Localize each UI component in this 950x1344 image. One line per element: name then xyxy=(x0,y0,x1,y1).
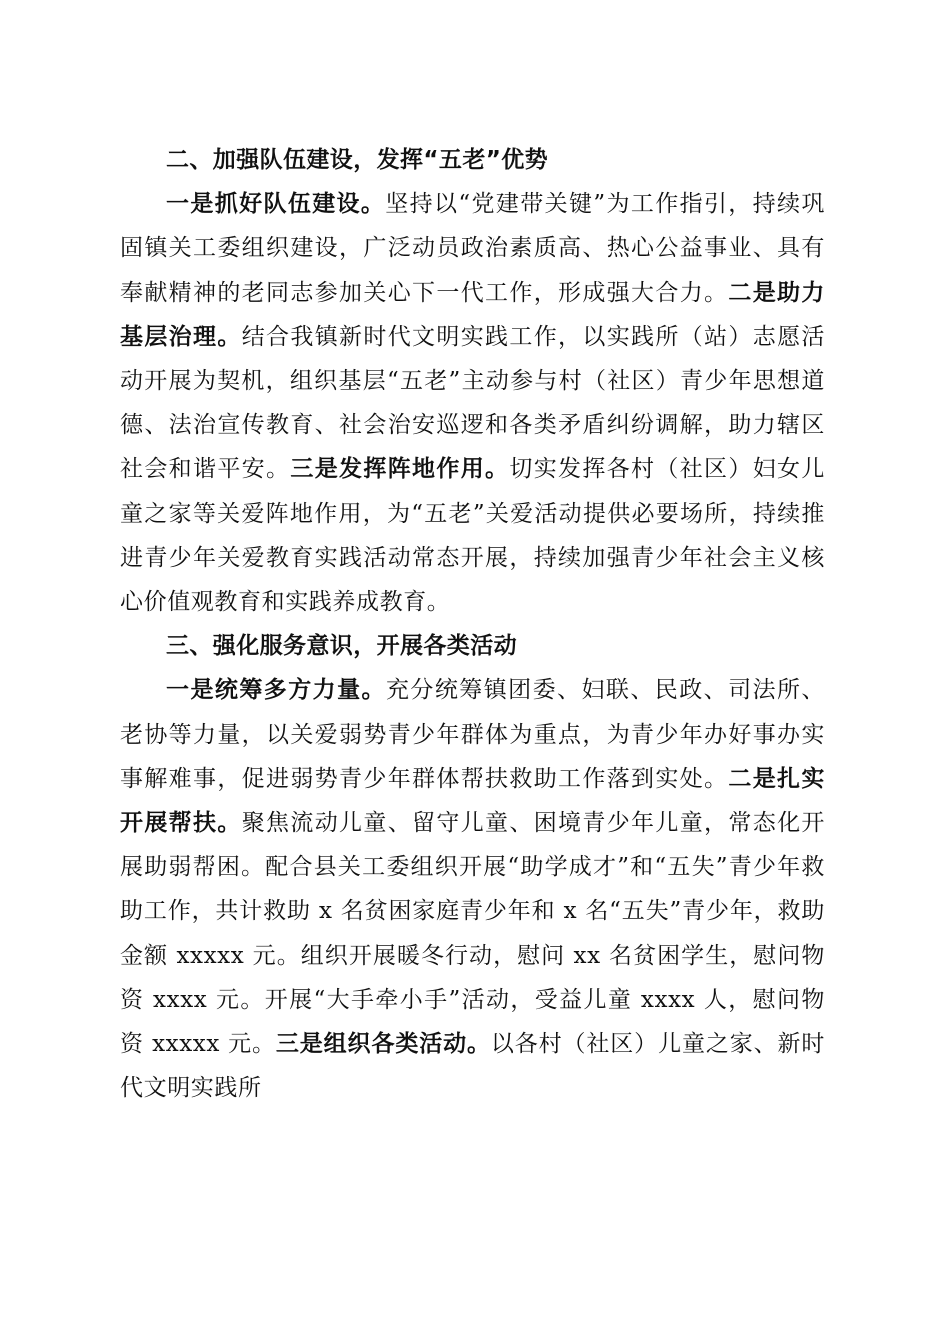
section-3-lead-2: 二是扎实开展帮扶。 xyxy=(120,765,825,837)
section-3-text-2: 聚焦流动儿童、留守儿童、困境青少年儿童，常态化开展助弱帮困。配合县关工委组织开展“助学成才”和“五失”青少年救助工作，共计救助 x 名贫困家庭青少年和 x 名“五失”青少年，救助金额 xxxxx 元。组织开展暖冬行动，慰问 xx 名贫困学生，慰问物资 xxxx 元。开展“大手牵小手”活动，受益儿童 xxxx 人，慰问物资 xxxxx 元。 xyxy=(120,810,826,1058)
section-2-paragraph xyxy=(120,182,825,624)
section-2-lead-2: 二是助力基层治理。 xyxy=(120,279,825,350)
section-3-lead-3: 三是组织各类活动。 xyxy=(275,1031,491,1058)
section-3-lead-1: 一是统筹多方力量。 xyxy=(166,677,386,704)
section-2-text-2: 结合我镇新时代文明实践工作，以实践所（站）志愿活动开展为契机，组织基层“五老”主动参与村（社区）青少年思想道德、法治宣传教育、社会治安巡逻和各类矛盾纠纷调解，助力辖区社会和谐平安。 xyxy=(120,323,826,483)
section-3-text-3: 以各村（社区）儿童之家、新时代文明实践所 xyxy=(120,1031,825,1102)
section-2-text-3: 切实发挥各村（社区）妇女儿童之家等关爱阵地作用，为“五老”关爱活动提供必要场所，持续推进青少年关爱教育实践活动常态开展，持续加强青少年社会主义核心价值观教育和实践养成教育。 xyxy=(120,456,825,616)
section-3-heading: 三、强化服务意识，开展各类活动 xyxy=(166,633,517,660)
section-3-paragraph xyxy=(120,668,825,1110)
section-2-lead-3: 三是发挥阵地作用。 xyxy=(290,456,510,483)
section-2-heading: 二、加强队伍建设，发挥“五老”优势 xyxy=(166,147,549,173)
document-body xyxy=(120,138,825,1110)
section-3-text-1: 充分统筹镇团委、妇联、民政、司法所、老协等力量，以关爱弱势青少年群体为重点，为青少年办好事办实事解难事，促进弱势青少年群体帮扶救助工作落到实处。 xyxy=(120,677,825,792)
section-2-text-1: 坚持以“党建带关键”为工作指引，持续巩固镇关工委组织建设，广泛动员政治素质高、热心公益事业、具有奉献精神的老同志参加关心下一代工作，形成强大合力。 xyxy=(120,191,825,306)
section-2-lead-1: 一是抓好队伍建设。 xyxy=(166,191,386,218)
